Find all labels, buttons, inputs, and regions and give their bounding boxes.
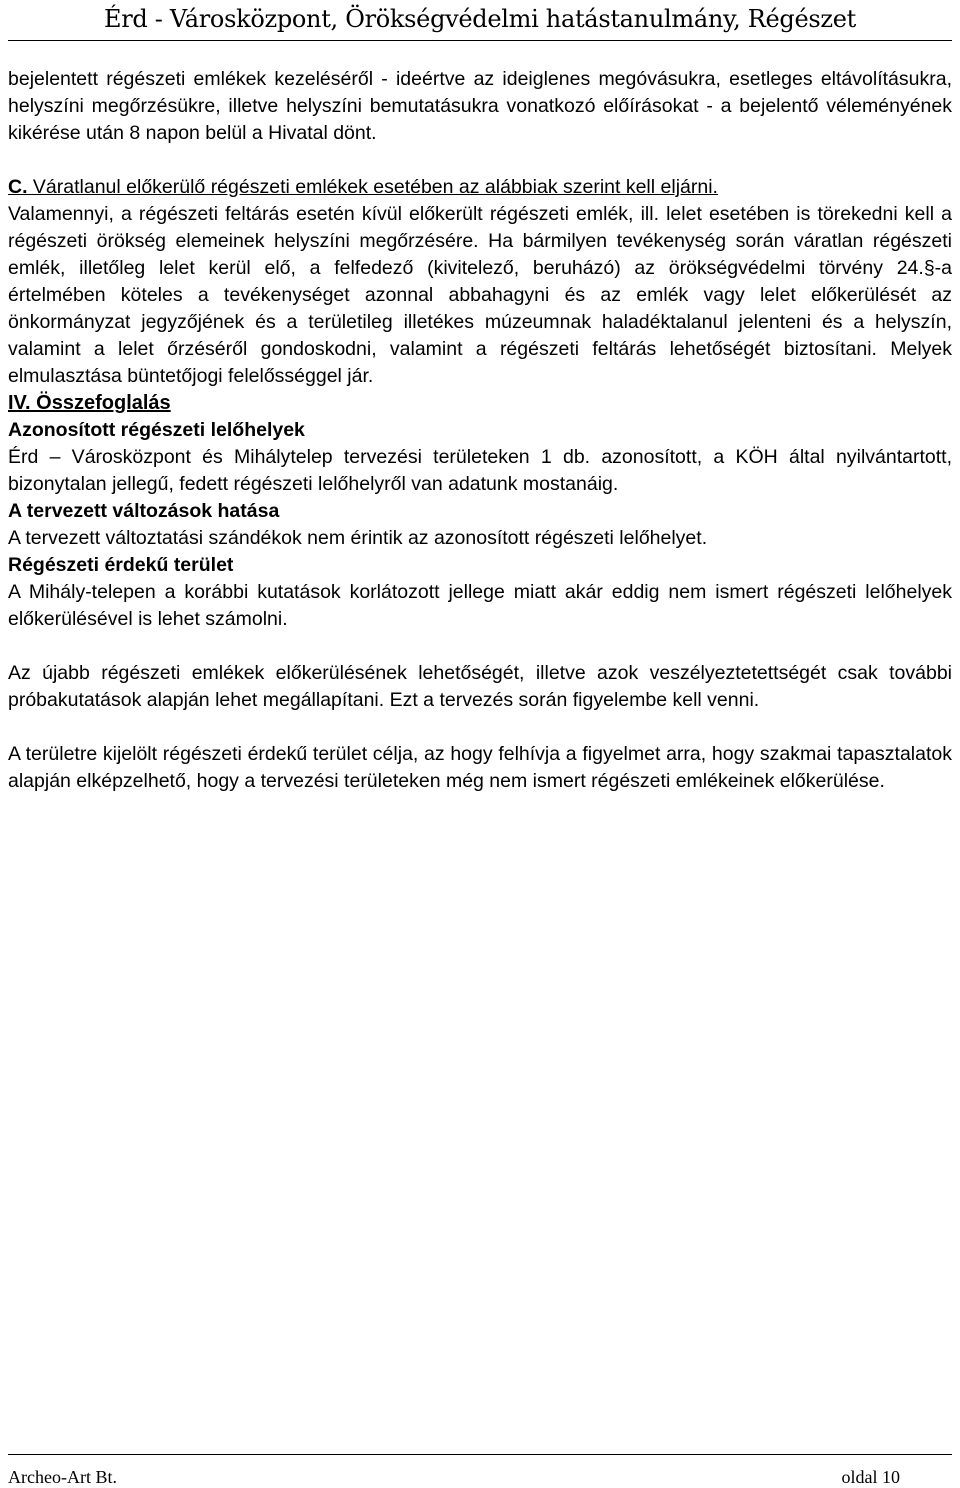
identified-sites-text: Érd – Városközpont és Mihálytelep tervezési területeken 1 db. azonosított, a KÖH által nyilvántartott, bizonytalan jellegű, fedett régészeti lelőhelyről van adatunk mostanáig. — [8, 446, 952, 495]
paragraph-purpose: A területre kijelölt régészeti érdekű terület célja, az hogy felhívja a figyelmet arra, hogy szakmai tapasztalatok alapján elképzelhető, hogy a tervezési területeken még nem ismert régészeti emlékeinek előkerülése. — [8, 743, 952, 792]
page-footer — [8, 1466, 900, 1488]
section-c-heading — [8, 174, 952, 201]
section-c-title: Váratlanul előkerülő régészeti emlékek esetében az alábbiak szerint kell eljárni. — [27, 176, 718, 198]
header-divider — [8, 40, 952, 41]
page-header-title: Érd - Városközpont, Örökségvédelmi hatástanulmány, Régészet — [104, 5, 856, 33]
planned-changes-text: A tervezett változtatási szándékok nem érintik az azonosított régészeti lelőhelyet. — [8, 527, 708, 549]
paragraph-intro: bejelentett régészeti emlékek kezeléséről - ideértve az ideiglenes megóvásukra, esetleges eltávolításukra, helyszíni megőrzésükre, illetve helyszíni bemutatásukra vonatkozó előírásokat - a bejelentő véleményének kikérése után 8 napon belül a Hivatal dönt. — [8, 68, 952, 144]
paragraph-new-finds: Az újabb régészeti emlékek előkerülésének lehetőségét, illetve azok veszélyeztetettségét csak további próbakutatások alapján lehet megállapítani. Ezt a tervezés során figyelembe kell venni. — [8, 662, 952, 711]
paragraph-section-c: Valamennyi, a régészeti feltárás esetén kívül előkerült régészeti emlék, ill. lelet esetében is törekedni kell a régészeti örökség elemeinek helyszíni megőrzésére. Ha bármilyen tevékenység során váratlan régészeti emlék, illetőleg lelet kerül elő, a felfedező (kivitelező, beruházó) az örökségvédelmi törvény 24.§-a értelmében köteles a tevékenységet azonnal abbahagyni és az emlék vagy lelet előkerülését az önkormányzat jegyzőjének és a területileg illetékes múzeumnak haladéktalanul jelenteni és a helyszín, valamint a lelet őrzéséről gondoskodni, valamint a régészeti feltárás lehetőségét biztosítani. Melyek elmulasztása büntetőjogi felelősséggel jár. — [8, 203, 952, 387]
footer-company: Archeo-Art Bt. — [8, 1467, 117, 1487]
footer-page-number: oldal 10 — [841, 1467, 900, 1487]
interest-area-heading: Régészeti érdekű terület — [8, 554, 234, 576]
identified-sites-heading: Azonosított régészeti lelőhelyek — [8, 419, 305, 441]
document-body — [8, 66, 952, 795]
footer-divider — [8, 1454, 952, 1455]
planned-changes-heading: A tervezett változások hatása — [8, 500, 280, 522]
section-iv-heading: IV. Összefoglalás — [8, 392, 171, 414]
interest-area-text: A Mihály-telepen a korábbi kutatások korlátozott jellege miatt akár eddig nem ismert régészeti lelőhelyek előkerülésével is lehet számolni. — [8, 581, 952, 630]
section-c-marker: C. — [8, 176, 28, 198]
